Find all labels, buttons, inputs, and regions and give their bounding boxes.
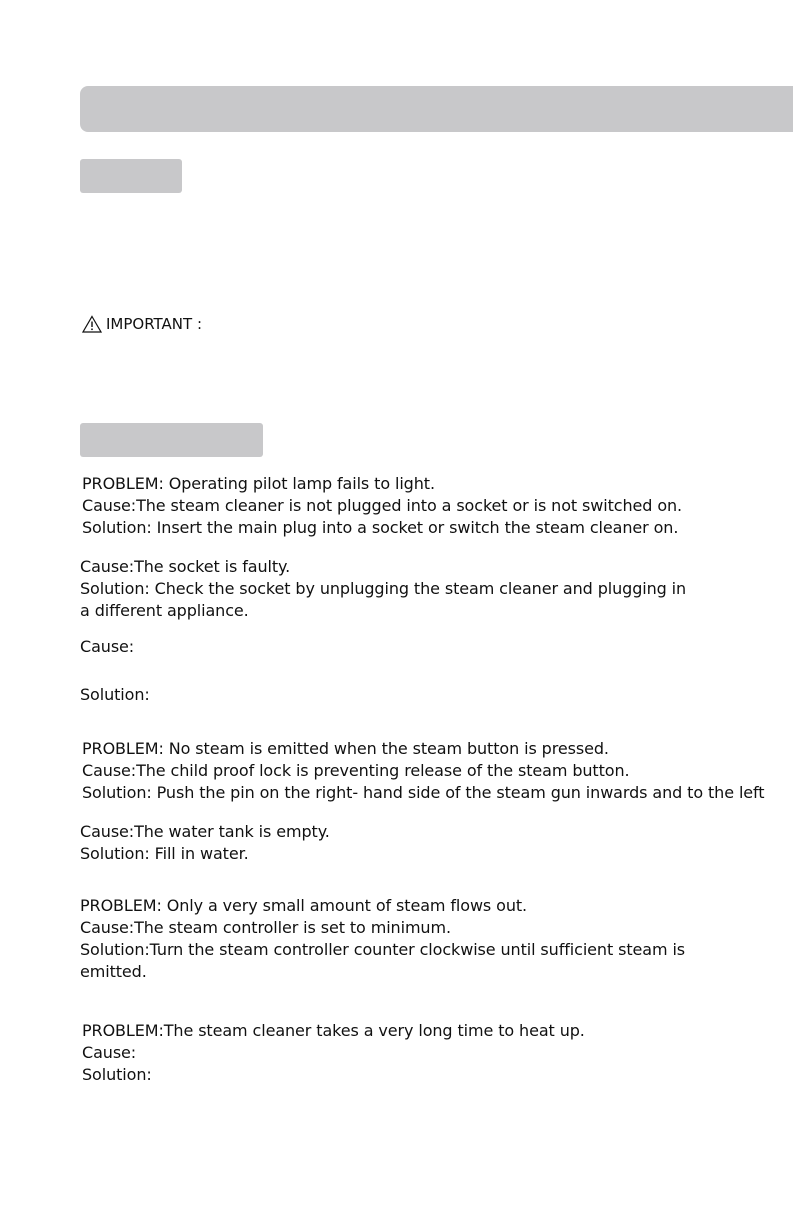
cause-line: Cause: xyxy=(80,637,135,656)
problem-line: PROBLEM: Only a very small amount of steam flows out. xyxy=(80,896,528,915)
solution-line: Solution: Push the pin on the right- hand side of the steam gun inwards and to the left xyxy=(82,783,765,802)
cause-line: Cause: xyxy=(82,1043,137,1062)
cause-line: Cause:The steam cleaner is not plugged into a socket or is not switched on. xyxy=(82,496,683,515)
cause-line: Cause:The water tank is empty. xyxy=(80,822,330,841)
solution-line: Solution:Turn the steam controller counter clockwise until sufficient steam is xyxy=(80,940,686,959)
cause-line: Cause:The socket is faulty. xyxy=(80,557,291,576)
problem-line: PROBLEM: Operating pilot lamp fails to light. xyxy=(82,474,435,493)
cause-line: Cause:The child proof lock is preventing release of the steam button. xyxy=(82,761,630,780)
solution-continued-line: a different appliance. xyxy=(80,601,249,620)
subsection-tab-2 xyxy=(80,423,263,457)
section-header-banner xyxy=(80,86,793,132)
subsection-tab-1 xyxy=(80,159,182,193)
important-label: IMPORTANT : xyxy=(106,315,203,333)
cause-line: Cause:The steam controller is set to minimum. xyxy=(80,918,451,937)
solution-line: Solution: xyxy=(80,685,150,704)
solution-line: Solution: Fill in water. xyxy=(80,844,249,863)
warning-triangle-icon xyxy=(82,315,102,333)
solution-line: Solution: xyxy=(82,1065,152,1084)
problem-line: PROBLEM: No steam is emitted when the steam button is pressed. xyxy=(82,739,609,758)
important-note xyxy=(82,312,202,336)
solution-line: Solution: Check the socket by unplugging the steam cleaner and plugging in xyxy=(80,579,687,598)
solution-line: Solution: Insert the main plug into a socket or switch the steam cleaner on. xyxy=(82,518,679,537)
problem-line: PROBLEM:The steam cleaner takes a very long time to heat up. xyxy=(82,1021,585,1040)
solution-continued-line: emitted. xyxy=(80,962,147,981)
